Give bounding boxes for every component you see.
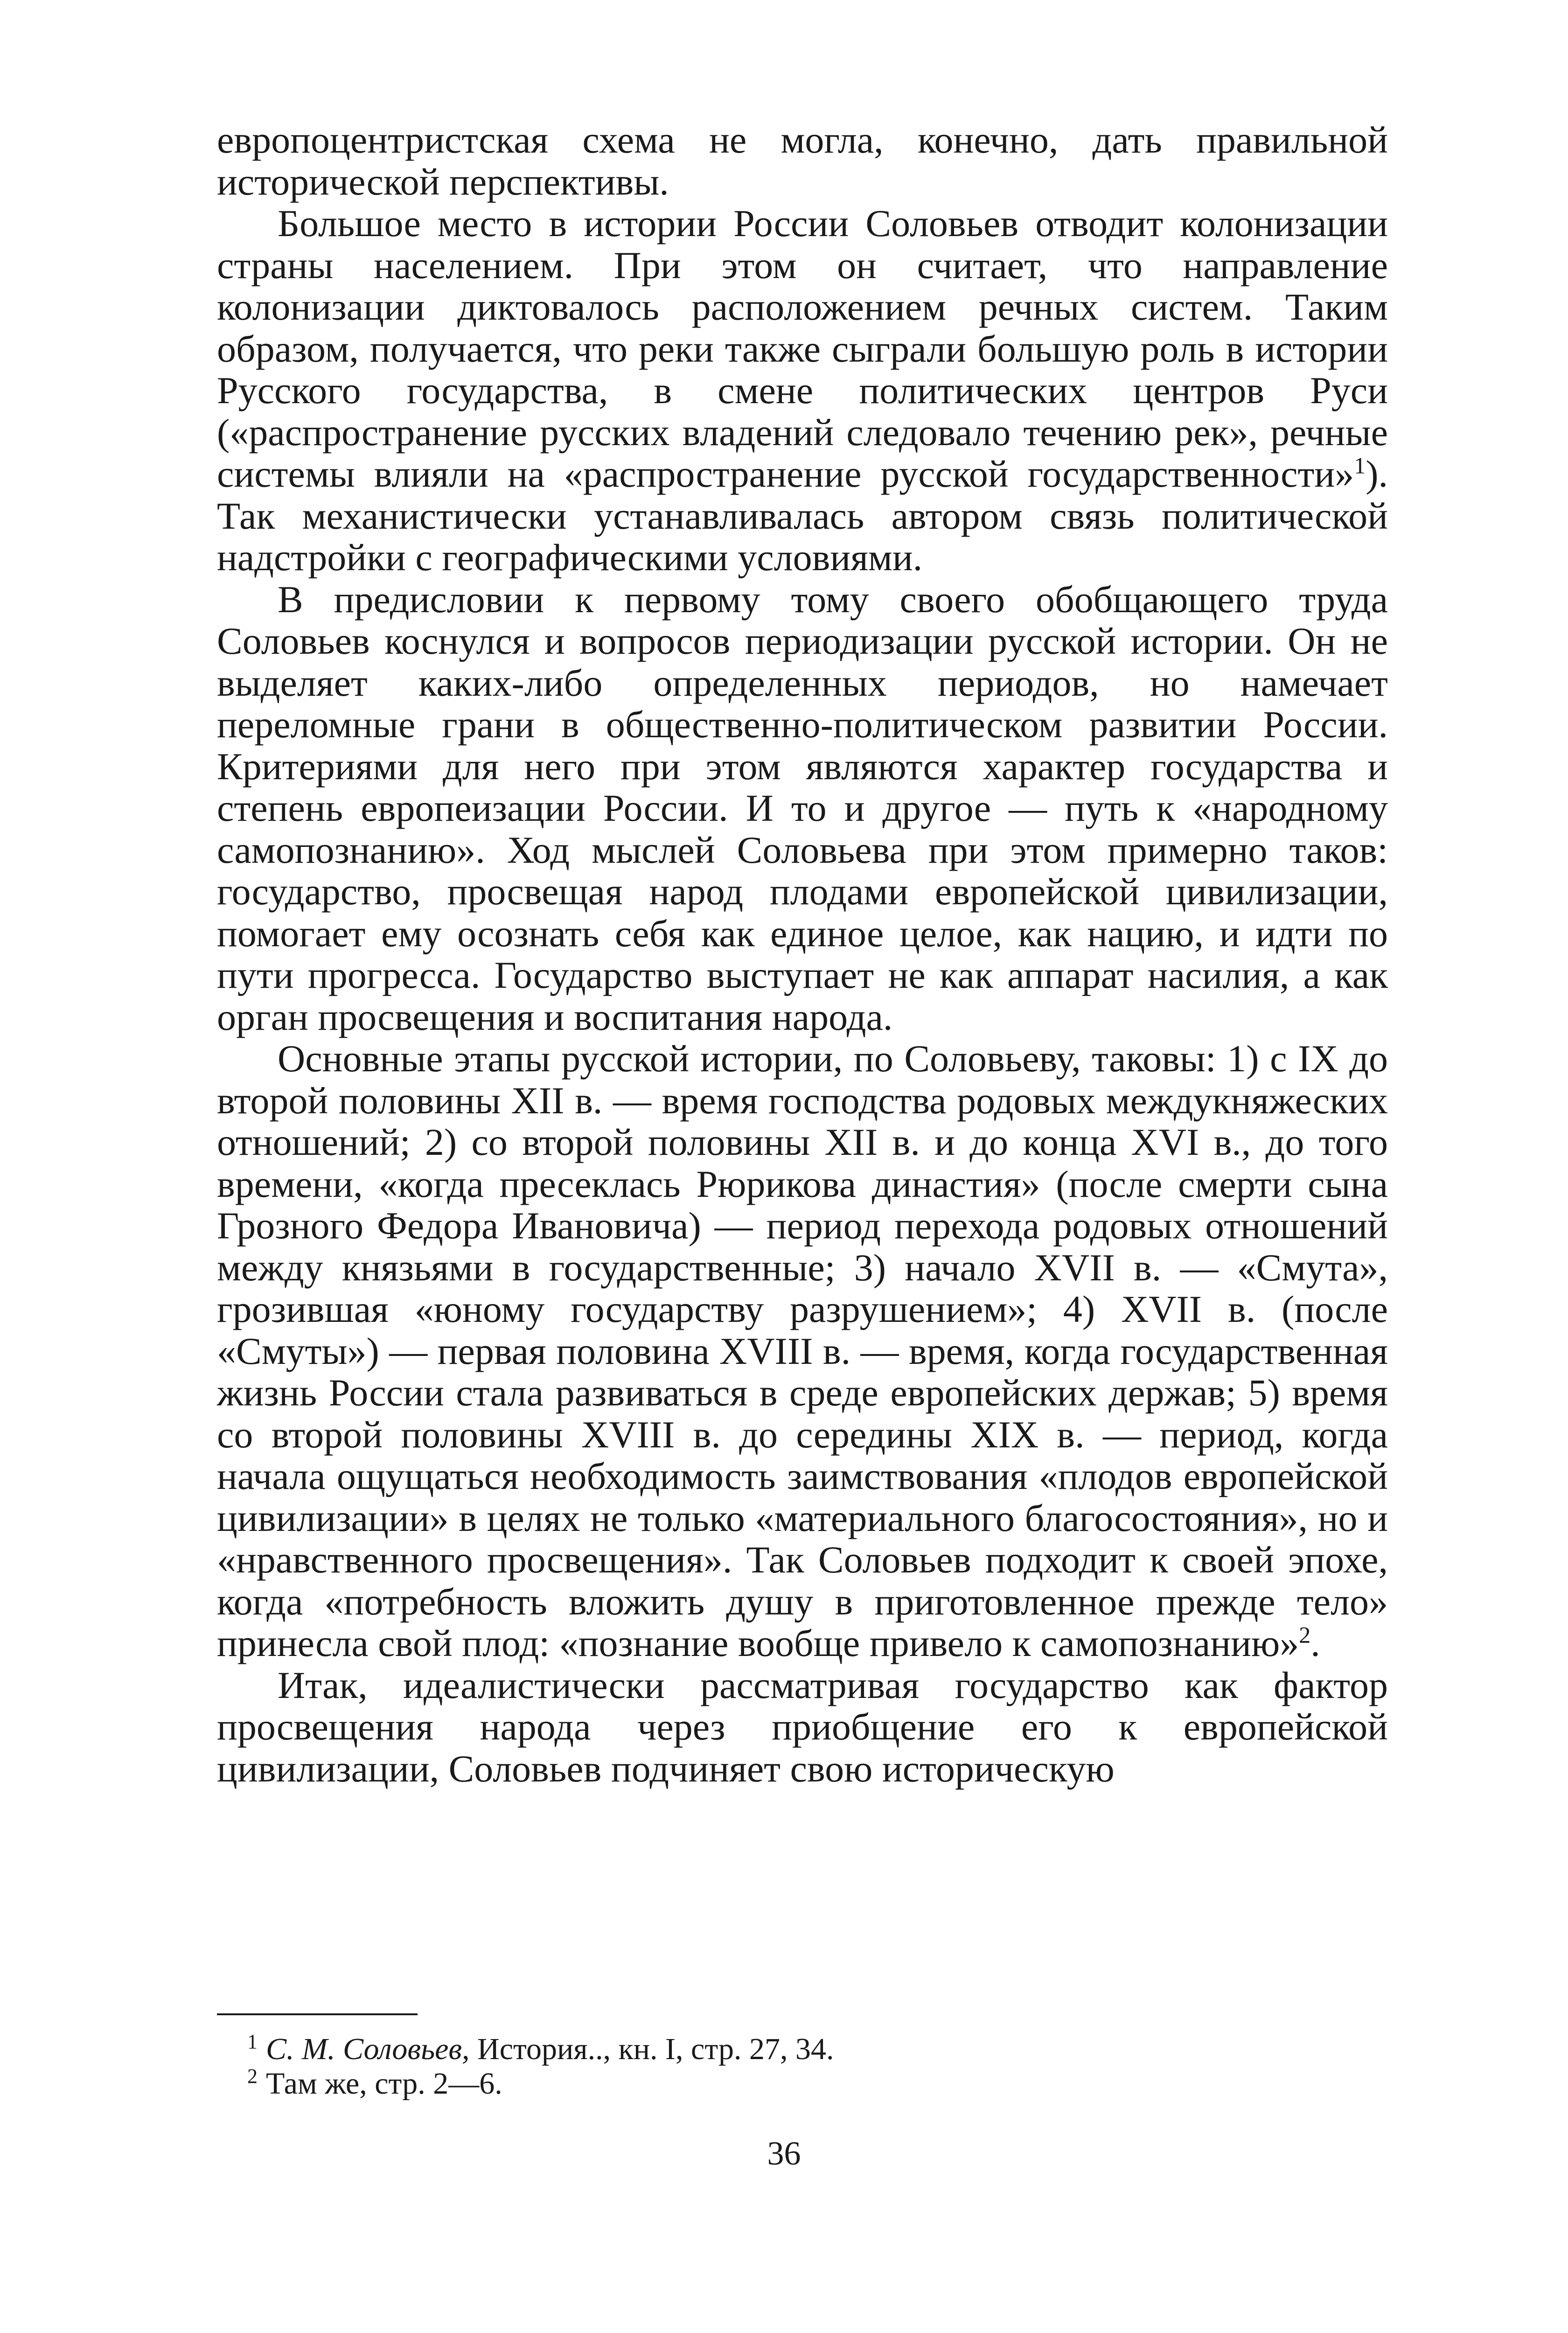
- paragraph-3: [217, 579, 1388, 1038]
- footnote-2-text: Там же, стр. 2—6.: [266, 2067, 502, 2101]
- footnote-marker-1: 1: [1354, 452, 1366, 479]
- footnote-marker-2: 2: [1299, 1621, 1311, 1648]
- paragraph-4-text: Основные этапы русской истории, по Соловьеву, таковы: 1) с IX до второй половины XII в. — время господства родовых междукняжеских отношений; 2) со второй половины XII в. и до конца XVI в., до того времени, «когда пресеклась Рюрикова династия» (после смерти сына Грозного Федора Ивановича) — период перехода родовых отношений между князьями в государственные; 3) начало XVII в. — «Смута», грозившая «юному государству разрушением»; 4) XVII в. (после «Смуты») — первая половина XVIII в. — время, когда государственная жизнь России стала развиваться в среде европейских держав; 5) время со второй половины XVIII в. до середины XIX в. — период, когда начала ощущаться необходимость заимствования «плодов европейской цивилизации» в целях не только «материального благосостояния», но и «нравственного просвещения». Так Соловьев подходит к своей эпохе, когда «потребность вложить душу в приготовленное прежде тело» принесла свой плод: «познание вообще привело к самопознанию»: [217, 1037, 1388, 1664]
- paragraph-4: [217, 1038, 1388, 1664]
- main-text: [217, 119, 1388, 1789]
- footnote-1-author: С. М. Соловьев,: [266, 2032, 470, 2066]
- footnote-divider: [217, 2013, 418, 2015]
- footnote-2-number: 2: [247, 2065, 258, 2088]
- footnote-1-number: 1: [247, 2030, 258, 2053]
- paragraph-5: [217, 1664, 1388, 1790]
- paragraph-4-text-end: .: [1310, 1622, 1320, 1664]
- paragraph-1-text: европоцентристская схема не могла, конечно, дать правильной исторической перспективы.: [217, 119, 1388, 203]
- footnotes: [247, 2032, 1367, 2101]
- paragraph-2: [217, 203, 1388, 579]
- paragraph-2-text: Большое место в истории России Соловьев отводит колонизации страны населением. При этом он считает, что направление колонизации диктовалось расположением речных систем. Таким образом, получается, что реки также сыграли большую роль в истории Русского государства, в смене политических центров Руси («распространение русских владений следовало течению рек», речные системы влияли на «распространение русской государственности»: [217, 202, 1388, 495]
- paragraph-3-text: В предисловии к первому тому своего обобщающего труда Соловьев коснулся и вопросов периодизации русской истории. Он не выделяет каких-либо определенных периодов, но намечает переломные грани в общественно-политическом развитии России. Критериями для него при этом являются характер государства и степень европеизации России. И то и другое — путь к «народному самопознанию». Ход мыслей Соловьева при этом примерно таков: государство, просвещая народ плодами европейской цивилизации, помогает ему осознать себя как единое целое, как нацию, и идти по пути прогресса. Государство выступает не как аппарат насилия, а как орган просвещения и воспитания народа.: [217, 578, 1388, 1038]
- footnote-1: [247, 2032, 1367, 2067]
- footnote-1-text: История.., кн. I, стр. 27, 34.: [469, 2032, 834, 2066]
- footnote-2: [247, 2067, 1367, 2101]
- paragraph-5-text: Итак, идеалистически рассматривая государство как фактор просвещения народа через приобщение его к европейской цивилизации, Соловьев подчиняет свою историческую: [217, 1663, 1388, 1790]
- page-number: 36: [767, 2135, 801, 2172]
- paragraph-2-text-end: ). Так механистически устанавливалась автором связь политической надстройки с географическими условиями.: [217, 453, 1388, 579]
- paragraph-1: [217, 119, 1388, 203]
